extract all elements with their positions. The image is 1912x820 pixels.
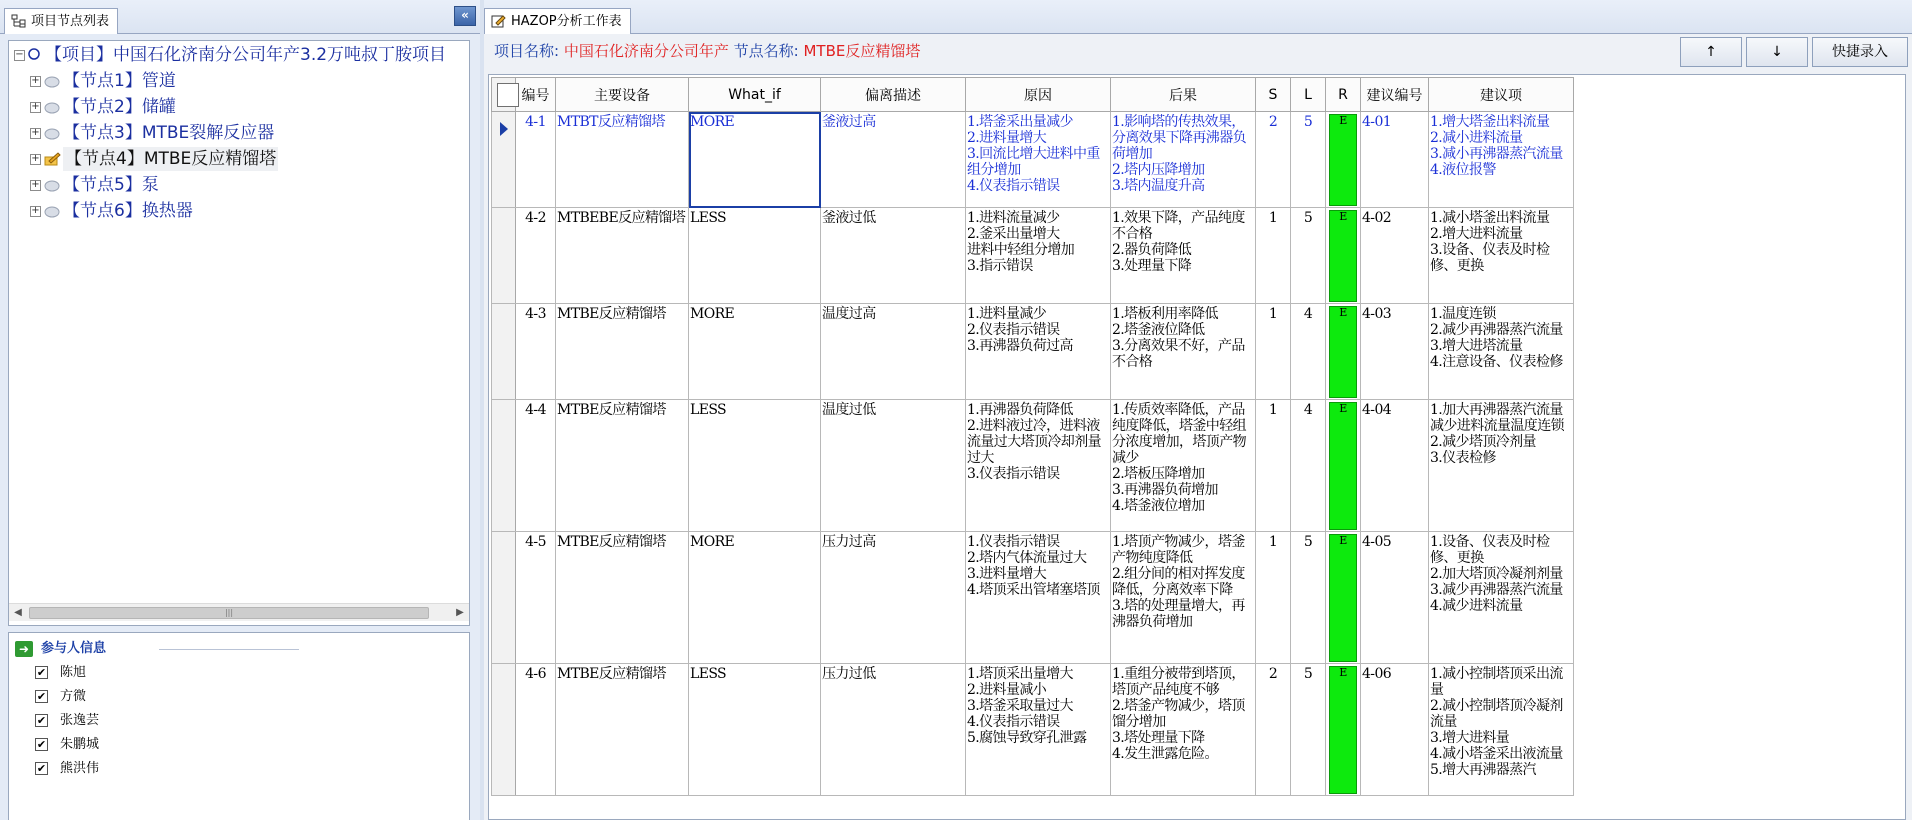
cell-cause[interactable]: 1.进料量减少 2.仪表指示错误 3.再沸器负荷过高: [966, 304, 1111, 400]
cell-s[interactable]: 2: [1256, 112, 1291, 208]
project-circle-icon: [27, 47, 41, 61]
cell-cause[interactable]: 1.塔顶采出量增大 2.进料量减小 3.塔釜采取量过大 4.仪表指示错误 5.腐蚀导致穿孔泄露: [966, 664, 1111, 796]
table-row[interactable]: [492, 304, 1574, 400]
risk-level-badge: E: [1329, 114, 1357, 206]
cell-s[interactable]: 2: [1256, 664, 1291, 796]
move-up-button[interactable]: ↑: [1680, 37, 1742, 67]
cell-r[interactable]: [1326, 664, 1361, 796]
cell-consequence[interactable]: 1.塔顶产物减少，塔釜产物纯度降低 2.组分间的相对挥发度降低，分离效率下降 3.塔的处理量增大，再沸器负荷增加: [1111, 532, 1256, 664]
cell-id[interactable]: 4-1: [516, 112, 556, 208]
participant-name: 熊洪伟: [60, 761, 100, 776]
cell-what-if[interactable]: MORE: [689, 532, 821, 664]
worksheet-pencil-icon: [491, 14, 506, 28]
cell-deviation[interactable]: 温度过高: [821, 304, 966, 400]
cell-deviation[interactable]: 釜液过高: [821, 112, 966, 208]
node-cloud-icon: [43, 98, 61, 116]
project-name-value: 中国石化济南分公司年产: [563, 42, 729, 60]
cell-id[interactable]: 4-3: [516, 304, 556, 400]
participants-title: 参与人信息: [41, 641, 107, 656]
cell-equipment[interactable]: MTBE反应精馏塔: [556, 400, 689, 532]
participant-name: 张逸芸: [60, 713, 100, 728]
row-indicator[interactable]: [492, 208, 516, 304]
collapse-toggle-icon[interactable]: −: [15, 49, 24, 60]
cell-s[interactable]: 1: [1256, 304, 1291, 400]
cell-r[interactable]: [1326, 400, 1361, 532]
column-header[interactable]: L: [1291, 78, 1326, 112]
right-tabbar: [484, 0, 1912, 34]
participant-item[interactable]: [35, 687, 86, 707]
tree-node-label: 【节点6】换热器: [63, 201, 193, 221]
cell-l[interactable]: 5: [1291, 532, 1326, 664]
checkbox-checked-icon[interactable]: ✔: [36, 666, 47, 679]
participant-name: 陈旭: [60, 665, 87, 680]
checkbox-checked-icon[interactable]: ✔: [36, 738, 47, 751]
quick-entry-button[interactable]: 快捷录入: [1812, 37, 1908, 67]
scroll-right-icon[interactable]: ▶: [456, 607, 464, 618]
cell-id[interactable]: 4-2: [516, 208, 556, 304]
cell-equipment[interactable]: MTBE反应精馏塔: [556, 532, 689, 664]
cell-r[interactable]: [1326, 304, 1361, 400]
cell-s[interactable]: 1: [1256, 208, 1291, 304]
tree-node-label: 【节点3】MTBE裂解反应器: [63, 123, 275, 143]
expand-toggle-icon[interactable]: +: [31, 205, 40, 216]
cell-what-if[interactable]: MORE: [689, 304, 821, 400]
cell-equipment[interactable]: MTBT反应精馏塔: [556, 112, 689, 208]
cell-id[interactable]: 4-5: [516, 532, 556, 664]
cell-suggestion-id[interactable]: 4-06: [1361, 664, 1429, 796]
column-header[interactable]: What_if: [689, 78, 821, 112]
cell-l[interactable]: 5: [1291, 112, 1326, 208]
scrollbar-thumb[interactable]: |||: [29, 607, 429, 619]
table-header-row: [492, 78, 1574, 112]
node-cloud-icon: [43, 202, 61, 220]
checkbox-checked-icon[interactable]: ✔: [36, 714, 47, 727]
cell-consequence[interactable]: 1.塔板利用率降低 2.塔釜液位降低 3.分离效果不好，产品不合格: [1111, 304, 1256, 400]
cell-s[interactable]: 1: [1256, 532, 1291, 664]
node-cloud-icon: [43, 124, 61, 142]
cell-suggestion-id[interactable]: 4-05: [1361, 532, 1429, 664]
cell-suggestion[interactable]: 1.减小控制塔顶采出流量 2.减小控制塔顶冷凝剂流量 3.增大进料量 4.减小塔釜采出液流量 5.增大再沸器蒸汽: [1429, 664, 1574, 796]
row-indicator[interactable]: [492, 400, 516, 532]
checkbox-checked-icon[interactable]: ✔: [36, 762, 47, 775]
current-row-arrow-icon: [500, 122, 508, 136]
project-name-key: 项目名称:: [494, 42, 560, 60]
cell-r[interactable]: [1326, 112, 1361, 208]
cell-consequence[interactable]: 1.传质效率降低，产品纯度降低，塔釜中轻组分浓度增加，塔顶产物减少 2.塔板压降增加 3.再沸器负荷增加 4.塔釜液位增加: [1111, 400, 1256, 532]
cell-l[interactable]: 4: [1291, 400, 1326, 532]
table-row[interactable]: [492, 532, 1574, 664]
tab-label: 项目节点列表: [31, 14, 110, 29]
cell-l[interactable]: 5: [1291, 208, 1326, 304]
column-header[interactable]: 编号: [516, 78, 556, 112]
left-tabbar: [0, 0, 480, 34]
column-header[interactable]: 偏离描述: [821, 78, 966, 112]
cell-suggestion-id[interactable]: 4-02: [1361, 208, 1429, 304]
tree-node-label: 【节点2】储罐: [63, 97, 176, 117]
tree-node-label: 【节点5】泵: [63, 175, 159, 195]
column-header[interactable]: 主要设备: [556, 78, 689, 112]
row-indicator[interactable]: [492, 112, 516, 208]
participant-name: 朱鹏城: [60, 737, 100, 752]
row-indicator[interactable]: [492, 532, 516, 664]
expand-toggle-icon[interactable]: +: [31, 153, 40, 164]
tree-root-label: 【项目】中国石化济南分公司年产3.2万吨叔丁胺项目: [45, 45, 447, 65]
expand-toggle-icon[interactable]: +: [31, 127, 40, 138]
horizontal-scrollbar[interactable]: [9, 603, 469, 621]
cell-s[interactable]: 1: [1256, 400, 1291, 532]
cell-deviation[interactable]: 压力过高: [821, 532, 966, 664]
table-row[interactable]: [492, 400, 1574, 532]
cell-id[interactable]: 4-6: [516, 664, 556, 796]
participant-item[interactable]: [35, 663, 86, 683]
row-indicator[interactable]: [492, 664, 516, 796]
collapse-panel-button[interactable]: «: [454, 6, 476, 26]
cell-suggestion-id[interactable]: 4-03: [1361, 304, 1429, 400]
cell-what-if[interactable]: LESS: [689, 400, 821, 532]
project-node-panel: [0, 0, 480, 820]
row-indicator[interactable]: [492, 304, 516, 400]
cell-consequence[interactable]: 1.效果下降，产品纯度不合格 2.器负荷降低 3.处理量下降: [1111, 208, 1256, 304]
column-header[interactable]: S: [1256, 78, 1291, 112]
cell-what-if[interactable]: LESS: [689, 208, 821, 304]
cell-suggestion[interactable]: 1.增大塔釜出料流量 2.减小进料流量 3.减小再沸器蒸汽流量 4.液位报警: [1429, 112, 1574, 208]
hazop-grid: [488, 74, 1906, 820]
participant-item[interactable]: [35, 711, 99, 731]
move-down-button[interactable]: ↓: [1746, 37, 1808, 67]
tree-node-label: 【节点1】管道: [63, 71, 176, 91]
risk-level-badge: E: [1329, 306, 1357, 398]
table-row[interactable]: [492, 112, 1574, 208]
hazop-worksheet-panel: [484, 0, 1912, 820]
cell-cause[interactable]: 1.塔釜采出量减少 2.进料量增大 3.回流比增大进料中重组分增加 4.仪表指示错误: [966, 112, 1111, 208]
cell-cause[interactable]: 1.进料流量减少 2.釜采出量增大 进料中轻组分增加 3.指示错误: [966, 208, 1111, 304]
tab-hazop-worksheet[interactable]: [484, 8, 631, 34]
node-name-value: MTBE反应精馏塔: [803, 42, 921, 60]
cell-deviation[interactable]: 温度过低: [821, 400, 966, 532]
cell-consequence[interactable]: 1.重组分被带到塔顶，塔顶产品纯度不够 2.塔釜产物减少，塔顶馏分增加 3.塔处理量下降 4.发生泄露危险。: [1111, 664, 1256, 796]
cell-suggestion[interactable]: 1.减小塔釜出料流量 2.增大进料流量 3.设备、仪表及时检修、更换: [1429, 208, 1574, 304]
cell-what-if[interactable]: MORE: [689, 112, 821, 208]
cell-suggestion[interactable]: 1.温度连锁 2.减少再沸器蒸汽流量 3.增大进塔流量 4.注意设备、仪表检修: [1429, 304, 1574, 400]
expand-toggle-icon[interactable]: +: [31, 101, 40, 112]
header-divider: [159, 649, 299, 650]
column-header[interactable]: 建议编号: [1361, 78, 1429, 112]
arrow-right-icon: ➜: [15, 641, 33, 657]
cell-id[interactable]: 4-4: [516, 400, 556, 532]
tab-project-nodes[interactable]: [4, 8, 118, 34]
node-cloud-icon: [43, 176, 61, 194]
risk-level-badge: E: [1329, 210, 1357, 302]
column-header[interactable]: R: [1326, 78, 1361, 112]
table-row[interactable]: [492, 664, 1574, 796]
participants-panel: [8, 632, 470, 820]
cell-cause[interactable]: 1.仪表指示错误 2.塔内气体流量过大 3.进料量增大 4.塔顶采出管堵塞塔顶: [966, 532, 1111, 664]
cell-equipment[interactable]: MTBE反应精馏塔: [556, 304, 689, 400]
cell-deviation[interactable]: 釜液过低: [821, 208, 966, 304]
tab-label: HAZOP分析工作表: [511, 14, 622, 29]
checkbox-checked-icon[interactable]: ✔: [36, 690, 47, 703]
project-info-line: [494, 40, 920, 62]
cell-suggestion[interactable]: 1.设备、仪表及时检修、更换 2.加大塔顶冷凝剂剂量 3.减少再沸器蒸汽流量 4.减少进料流量: [1429, 532, 1574, 664]
column-header[interactable]: 建议项: [1429, 78, 1574, 112]
table-row[interactable]: [492, 208, 1574, 304]
column-header[interactable]: 原因: [966, 78, 1111, 112]
scroll-left-icon[interactable]: ◀: [14, 607, 22, 618]
risk-level-badge: E: [1329, 402, 1357, 530]
node-cloud-icon: [43, 72, 61, 90]
tree-node-label: 【节点4】MTBE反应精馏塔: [65, 149, 277, 169]
cell-suggestion-id[interactable]: 4-04: [1361, 400, 1429, 532]
select-all-corner[interactable]: [492, 78, 516, 112]
cell-l[interactable]: 5: [1291, 664, 1326, 796]
node-name-key: 节点名称:: [733, 42, 799, 60]
expand-toggle-icon[interactable]: +: [31, 75, 40, 86]
participant-item[interactable]: [35, 735, 99, 755]
cell-r[interactable]: [1326, 208, 1361, 304]
participant-name: 方微: [60, 689, 87, 704]
cell-r[interactable]: [1326, 532, 1361, 664]
column-header[interactable]: 后果: [1111, 78, 1256, 112]
cell-suggestion-id[interactable]: 4-01: [1361, 112, 1429, 208]
risk-level-badge: E: [1329, 666, 1357, 794]
expand-toggle-icon[interactable]: +: [31, 179, 40, 190]
cell-equipment[interactable]: MTBEBE反应精馏塔: [556, 208, 689, 304]
cell-suggestion[interactable]: 1.加大再沸器蒸汽流量减少进料流量温度连锁 2.减少塔顶冷剂量 3.仪表检修: [1429, 400, 1574, 532]
cell-what-if[interactable]: LESS: [689, 664, 821, 796]
cell-deviation[interactable]: 压力过低: [821, 664, 966, 796]
cell-l[interactable]: 4: [1291, 304, 1326, 400]
node-pencil-icon: [43, 150, 61, 168]
cell-equipment[interactable]: MTBE反应精馏塔: [556, 664, 689, 796]
cell-consequence[interactable]: 1.影响塔的传热效果，分离效果下降再沸器负荷增加 2.塔内压降增加 3.塔内温度升高: [1111, 112, 1256, 208]
cell-cause[interactable]: 1.再沸器负荷降低 2.进料液过冷，进料液流量过大塔顶冷却剂量过大 3.仪表指示错误: [966, 400, 1111, 532]
participants-header: [15, 639, 106, 659]
tree-list-icon: [11, 14, 26, 28]
risk-level-badge: E: [1329, 534, 1357, 662]
hazop-table: [491, 77, 1574, 796]
node-tree: [8, 40, 470, 626]
participant-item[interactable]: [35, 759, 99, 779]
